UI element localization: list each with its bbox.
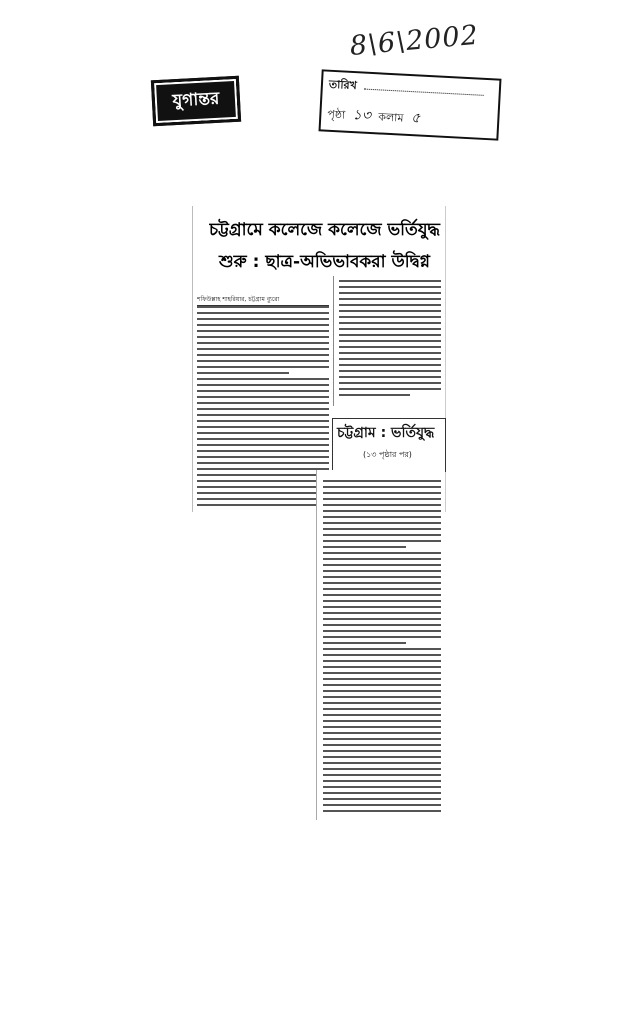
headline-line-2: শুরু : ছাত্র-অভিভাবকরা উদ্বিগ্ন <box>219 252 430 272</box>
handwritten-date: 8\6\2002 <box>348 19 480 62</box>
column-separator <box>333 276 334 406</box>
archive-stamp <box>319 69 502 140</box>
stamp-column-label: কলাম <box>378 110 404 125</box>
continuation-subtitle: (১৩ পৃষ্ঠার পর) <box>363 450 412 459</box>
newspaper-logo: যুগান্তর <box>151 76 241 127</box>
stamp-date-line <box>364 89 484 96</box>
continuation-body-column <box>323 476 441 816</box>
stamp-page-label: পৃষ্ঠা <box>327 107 346 122</box>
stamp-column-value: ৫ <box>410 110 421 127</box>
article-body-column-1 <box>197 302 329 508</box>
continuation-clipping <box>316 470 445 820</box>
stamp-page-row <box>327 102 425 131</box>
headline-line-1: চট্টগ্রামে কলেজে কলেজে ভর্তিযুদ্ধ <box>209 220 440 240</box>
continuation-title: চট্টগ্রাম : ভর্তিযুদ্ধ <box>337 425 435 441</box>
article-body-column-2 <box>339 276 441 406</box>
stamp-date-row <box>328 76 484 103</box>
continuation-heading-box <box>332 418 446 472</box>
stamp-date-label: তারিখ <box>328 77 358 93</box>
stamp-page-value: ১৩ <box>352 107 372 124</box>
article-byline: শফিউল্লাহ শাহরিয়ার, চট্টগ্রাম ব্যুরো <box>197 294 329 306</box>
article-headline <box>209 214 441 278</box>
